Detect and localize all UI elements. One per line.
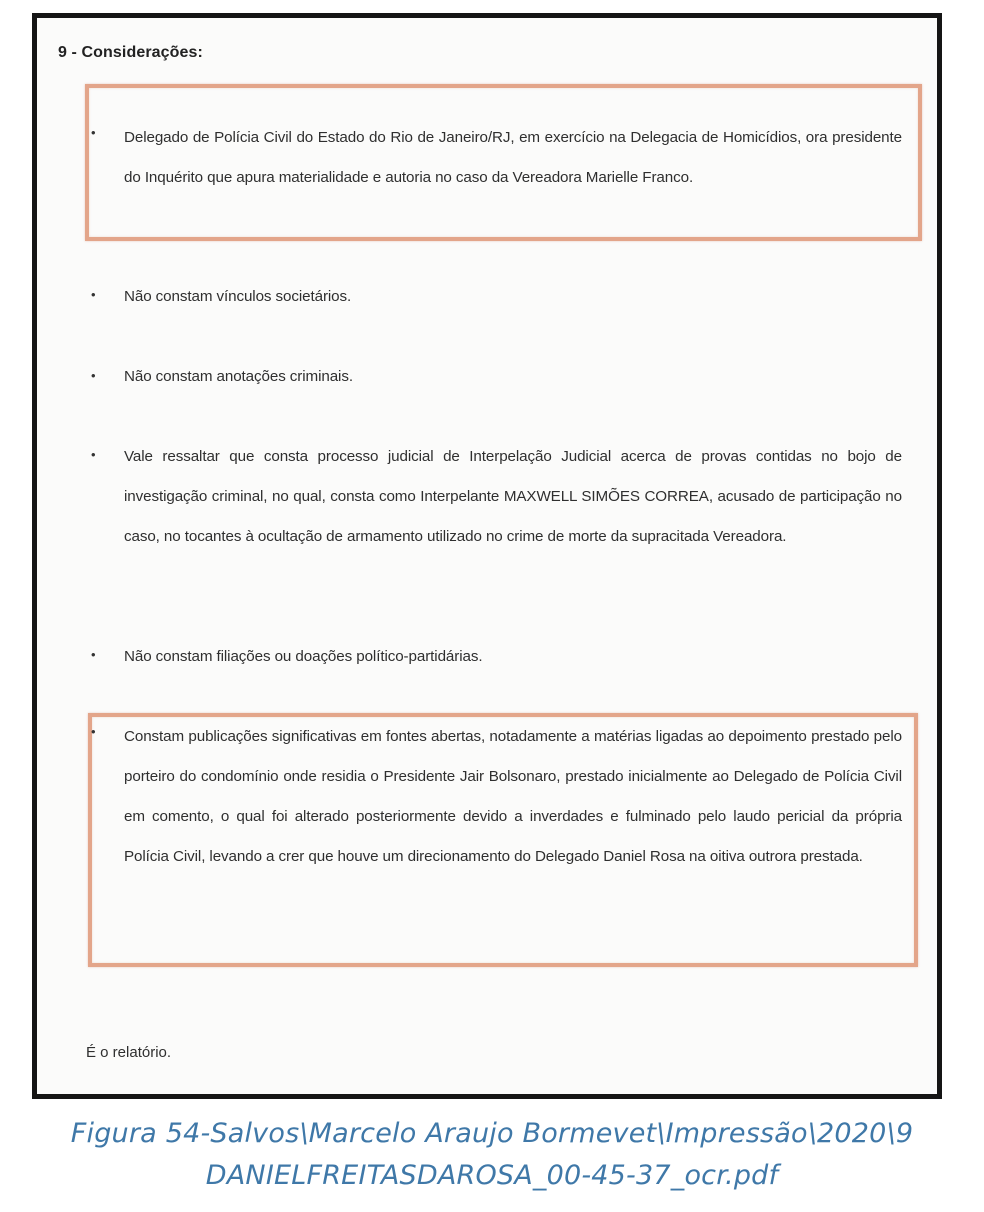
bullet-marker: • (91, 647, 96, 662)
bullet-marker: • (91, 287, 96, 302)
closing-statement: É o relatório. (86, 1044, 172, 1061)
caption-line-2: DANIELFREITASDAROSA_00-45-37_ocr.pdf (205, 1160, 779, 1191)
bullet-text-publicacoes: Constam publicações significativas em fontes abertas, notadamente a matérias ligadas ao depoimento prestado pelo porteiro do condomínio onde residia o Presidente Jair Bolsonaro, prestado inicialmente ao Delegado de Polícia Civil em comento, o qual foi alterado posteriormente devido a inverdades e fulminado pelo laudo pericial da própria Polícia Civil, levando a crer que houve um direcionamento do Delegado Daniel Rosa na oitiva outrora prestada. (124, 728, 902, 865)
bullet-marker: • (91, 447, 96, 462)
bullet-marker: • (91, 724, 96, 739)
figure-caption (0, 1113, 984, 1197)
bullet-text-filiacoes: Não constam filiações ou doações político-partidárias. (124, 648, 483, 665)
section-heading: 9 - Considerações: (58, 44, 203, 61)
bullet-text-delegado: Delegado de Polícia Civil do Estado do Rio de Janeiro/RJ, em exercício na Delegacia de Homicídios, ora presidente do Inquérito que apura materialidade e autoria no caso da Vereadora Marielle Franco. (124, 129, 902, 186)
bullet-marker: • (91, 125, 96, 140)
bullet-text-processo: Vale ressaltar que consta processo judicial de Interpelação Judicial acerca de provas contidas no bojo de investigação criminal, no qual, consta como Interpelante MAXWELL SIMÕES CORREA, acusado de participação no caso, no tocantes à ocultação de armamento utilizado no crime de morte da supracitada Vereadora. (124, 448, 902, 545)
caption-line-1: Figura 54-Salvos\Marcelo Araujo Bormevet\Impressão\2020\9 (70, 1118, 914, 1149)
bullet-marker: • (91, 368, 96, 383)
bullet-text-anotacoes: Não constam anotações criminais. (124, 368, 353, 385)
bullet-text-vinculos: Não constam vínculos societários. (124, 288, 352, 305)
